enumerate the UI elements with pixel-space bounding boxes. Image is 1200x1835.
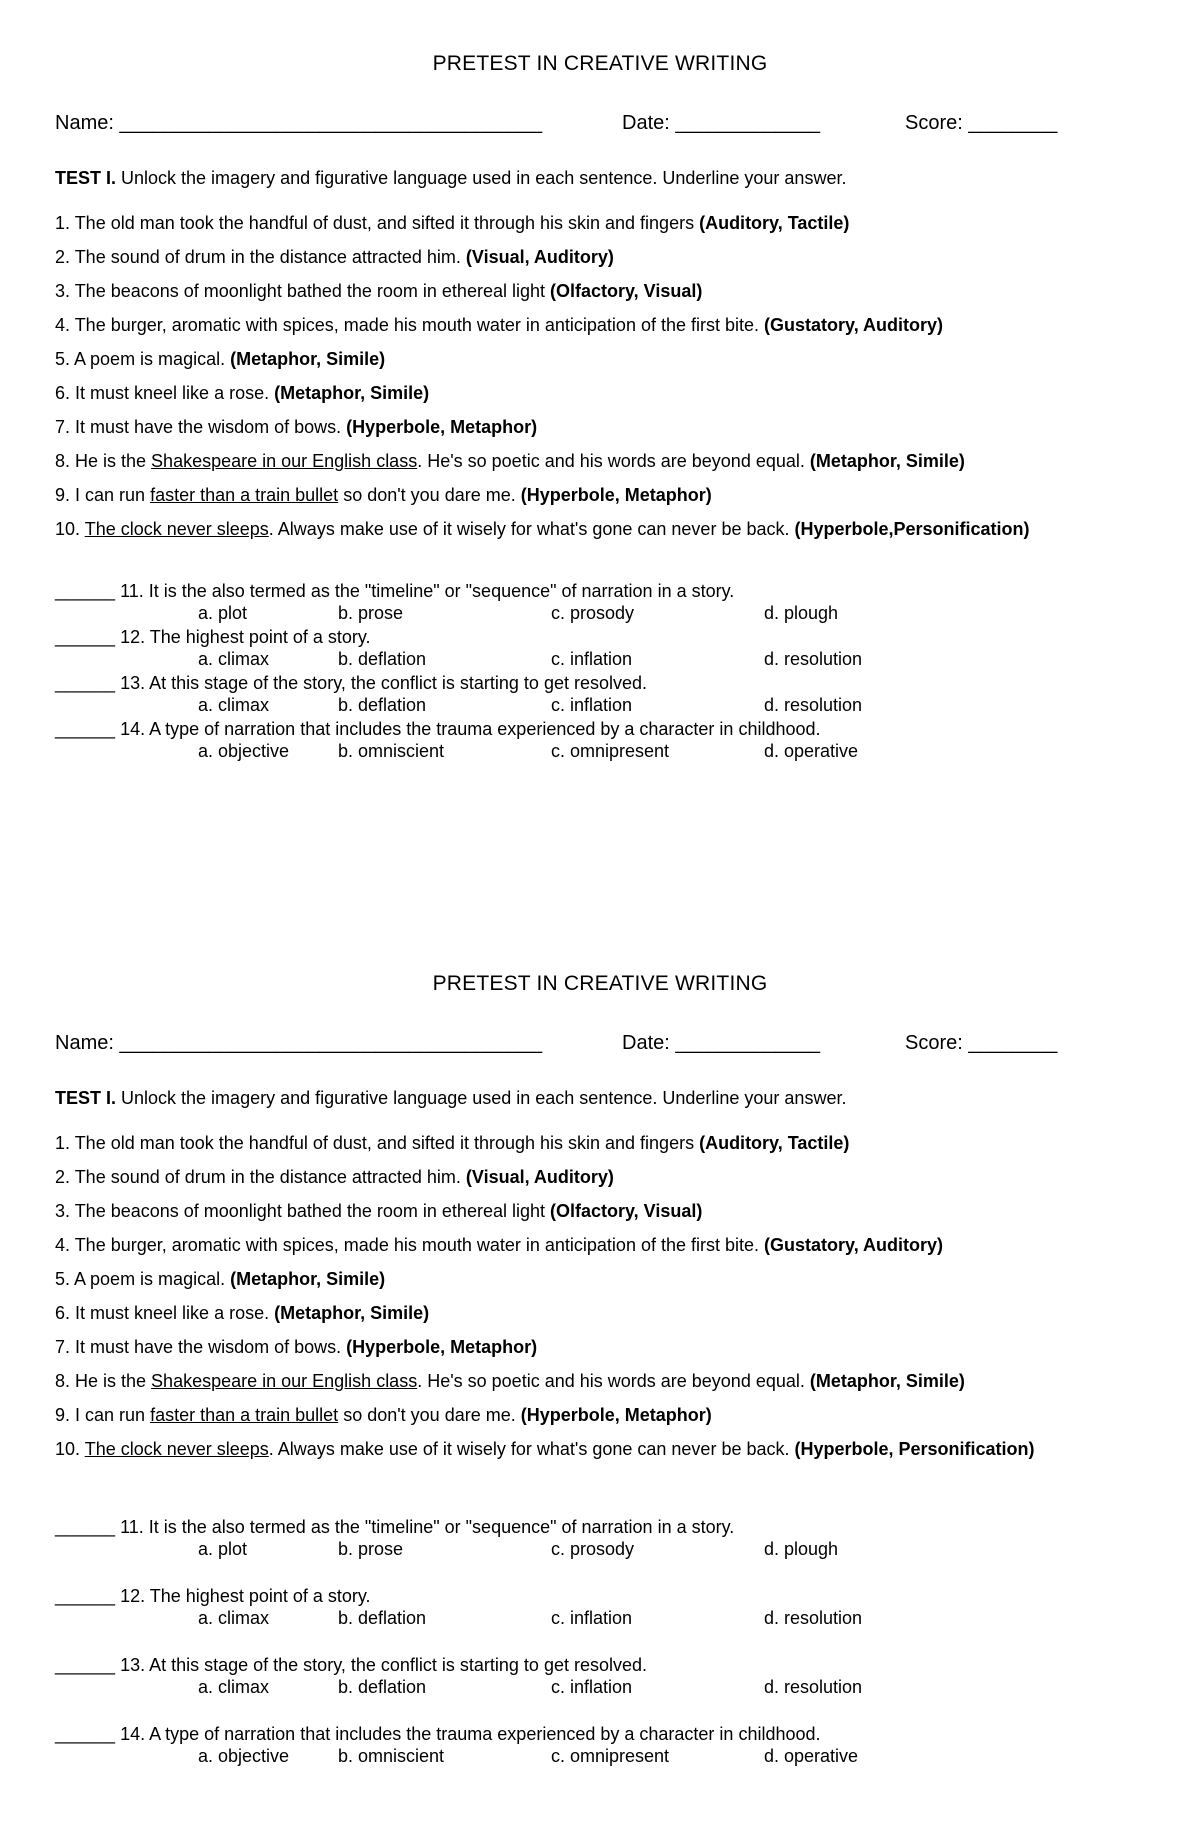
mcq-question [55,718,1155,763]
answer-choices[interactable]: (Metaphor, Simile) [230,349,386,369]
item-underlined-text: The clock never sleeps [84,1439,269,1459]
imagery-item [55,314,1175,348]
item-text: 6. It must kneel like a rose. [55,1303,275,1323]
imagery-item [55,1438,1175,1472]
test-label: TEST I. [55,168,117,188]
option-a[interactable]: a. climax [198,695,270,715]
item-text: 1. The old man took the handful of dust, and sifted it through his skin and fingers [55,213,700,233]
mcq-question-text[interactable]: ______ 14. A type of narration that includes the trauma experienced by a character in childhood. [55,1724,821,1744]
imagery-item [55,382,1175,416]
answer-choices[interactable]: (Auditory, Tactile) [699,213,850,233]
instructions [55,168,846,189]
answer-choices[interactable]: (Auditory, Tactile) [699,1133,850,1153]
mcq-question-text[interactable]: ______ 14. A type of narration that includes the trauma experienced by a character in childhood. [55,719,821,739]
imagery-item [55,1404,1175,1438]
imagery-item [55,1234,1175,1268]
option-a[interactable]: a. climax [198,1608,270,1628]
answer-choices[interactable]: (Metaphor, Simile) [230,1269,386,1289]
imagery-item [55,1200,1175,1234]
answer-choices[interactable]: (Hyperbole, Metaphor) [520,485,712,505]
imagery-item [55,518,1175,552]
option-d[interactable]: d. plough [764,603,839,623]
imagery-item [55,1166,1175,1200]
header-fields [55,1032,1155,1058]
answer-choices[interactable]: (Metaphor, Simile) [809,1371,965,1391]
item-underlined-text: Shakespeare in our English class [151,1371,418,1391]
test-label: TEST I. [55,1088,117,1108]
page-title: PRETEST IN CREATIVE WRITING [432,972,768,995]
item-underlined-text: faster than a train bullet [150,1405,339,1425]
imagery-items [55,212,1175,552]
option-c[interactable]: c. inflation [551,1677,633,1697]
mcq-question [55,626,1155,671]
item-text-continued: so don't you dare me. [338,485,521,505]
option-c[interactable]: c. inflation [551,1608,633,1628]
option-d[interactable]: d. resolution [764,1677,863,1697]
option-b[interactable]: b. prose [338,1539,404,1559]
item-underlined-text: faster than a train bullet [150,485,339,505]
mcq-question [55,580,1155,625]
option-b[interactable]: b. deflation [338,1677,427,1697]
option-d[interactable]: d. plough [764,1539,839,1559]
mcq-question [55,1516,1155,1561]
item-text: 5. A poem is magical. [55,1269,231,1289]
item-text: 3. The beacons of moonlight bathed the room in ethereal light [55,281,550,301]
option-d[interactable]: d. operative [764,741,859,761]
imagery-item [55,1336,1175,1370]
option-c[interactable]: c. omnipresent [551,1746,670,1766]
answer-choices[interactable]: (Gustatory, Auditory) [764,1235,944,1255]
option-a[interactable]: a. climax [198,1677,270,1697]
imagery-item [55,1302,1175,1336]
item-underlined-text: The clock never sleeps [84,519,269,539]
mcq-options [55,1607,1155,1630]
item-text: 2. The sound of drum in the distance attracted him. [55,247,466,267]
mcq-options [55,648,1155,671]
option-b[interactable]: b. deflation [338,1608,427,1628]
mcq-question-text[interactable]: ______ 13. At this stage of the story, the conflict is starting to get resolved. [55,1655,648,1675]
name-field[interactable]: Name: ______________________________________ [55,1032,543,1054]
date-field[interactable]: Date: _____________ [622,1032,820,1054]
mcq-options [55,1538,1155,1561]
mcq-options [55,694,1155,717]
option-d[interactable]: d. resolution [764,649,863,669]
item-text: 3. The beacons of moonlight bathed the room in ethereal light [55,1201,550,1221]
score-field[interactable]: Score: ________ [905,1032,1058,1054]
imagery-items [55,1132,1175,1472]
page-title: PRETEST IN CREATIVE WRITING [432,52,768,75]
option-b[interactable]: b. omniscient [338,741,445,761]
mcq-question-text[interactable]: ______ 11. It is the also termed as the "timeline" or "sequence" of narration in a story. [55,581,735,601]
imagery-item [55,246,1175,280]
option-c[interactable]: c. omnipresent [551,741,670,761]
answer-choices[interactable]: (Olfactory, Visual) [550,281,703,301]
option-b[interactable]: b. deflation [338,649,427,669]
instructions [55,1088,846,1109]
item-text-continued: . Always make use of it wisely for what's gone can never be back. [268,519,795,539]
answer-choices[interactable]: (Visual, Auditory) [465,1167,614,1187]
item-text: 1. The old man took the handful of dust, and sifted it through his skin and fingers [55,1133,700,1153]
mcq-question [55,1723,1155,1768]
item-text: 9. I can run [55,485,151,505]
answer-choices[interactable]: (Olfactory, Visual) [550,1201,703,1221]
option-a[interactable]: a. climax [198,649,270,669]
mcq-options [55,740,1155,763]
header-fields [55,112,1155,138]
mcq-question [55,1654,1155,1699]
imagery-item [55,450,1175,484]
imagery-item [55,212,1175,246]
item-text: 10. [55,1439,85,1459]
mcq-question-text[interactable]: ______ 12. The highest point of a story. [55,627,371,647]
imagery-item [55,1132,1175,1166]
option-b[interactable]: b. deflation [338,695,427,715]
answer-choices[interactable]: (Hyperbole, Metaphor) [346,1337,538,1357]
imagery-item [55,348,1175,382]
mcq-question-text[interactable]: ______ 13. At this stage of the story, the conflict is starting to get resolved. [55,673,648,693]
item-underlined-text: Shakespeare in our English class [151,451,418,471]
option-d[interactable]: d. resolution [764,695,863,715]
imagery-item [55,484,1175,518]
mcq-question-text[interactable]: ______ 12. The highest point of a story. [55,1586,371,1606]
item-text-continued: . He's so poetic and his words are beyond equal. [417,451,810,471]
option-c[interactable]: c. prosody [551,603,635,623]
option-d[interactable]: d. operative [764,1746,859,1766]
item-text: 5. A poem is magical. [55,349,231,369]
mcq-options [55,602,1155,625]
item-text: 7. It must have the wisdom of bows. [55,417,347,437]
option-c[interactable]: c. inflation [551,649,633,669]
mcq-options [55,1676,1155,1699]
item-text: 8. He is the [55,451,152,471]
option-a[interactable]: a. plot [198,1539,248,1559]
option-c[interactable]: c. inflation [551,695,633,715]
name-field[interactable]: Name: ______________________________________ [55,112,543,134]
answer-choices[interactable]: (Metaphor, Simile) [274,1303,430,1323]
answer-choices[interactable]: (Hyperbole, Metaphor) [520,1405,712,1425]
item-text: 6. It must kneel like a rose. [55,383,275,403]
mcq-question [55,672,1155,717]
answer-choices[interactable]: (Hyperbole, Personification) [794,1439,1035,1459]
option-a[interactable]: a. objective [198,1746,290,1766]
imagery-item [55,280,1175,314]
mcq-question-text[interactable]: ______ 11. It is the also termed as the "timeline" or "sequence" of narration in a story. [55,1517,735,1537]
instructions-text: Unlock the imagery and figurative language used in each sentence. Underline your answer. [116,168,847,188]
mcq-question [55,1585,1155,1630]
option-b[interactable]: b. prose [338,603,404,623]
imagery-item [55,1268,1175,1302]
answer-choices[interactable]: (Visual, Auditory) [465,247,614,267]
instructions-text: Unlock the imagery and figurative language used in each sentence. Underline your answer. [116,1088,847,1108]
item-text: 4. The burger, aromatic with spices, made his mouth water in anticipation of the first bite. [55,1235,765,1255]
item-text: 7. It must have the wisdom of bows. [55,1337,347,1357]
score-field[interactable]: Score: ________ [905,112,1058,134]
answer-choices[interactable]: (Hyperbole, Metaphor) [346,417,538,437]
option-a[interactable]: a. plot [198,603,248,623]
item-text: 9. I can run [55,1405,151,1425]
option-c[interactable]: c. prosody [551,1539,635,1559]
item-text-continued: so don't you dare me. [338,1405,521,1425]
imagery-item [55,416,1175,450]
option-d[interactable]: d. resolution [764,1608,863,1628]
item-text: 2. The sound of drum in the distance attracted him. [55,1167,466,1187]
mcq-options [55,1745,1155,1768]
item-text-continued: . Always make use of it wisely for what's gone can never be back. [268,1439,795,1459]
answer-choices[interactable]: (Hyperbole,Personification) [794,519,1030,539]
option-b[interactable]: b. omniscient [338,1746,445,1766]
answer-choices[interactable]: (Metaphor, Simile) [274,383,430,403]
item-text-continued: . He's so poetic and his words are beyond equal. [417,1371,810,1391]
answer-choices[interactable]: (Metaphor, Simile) [809,451,965,471]
date-field[interactable]: Date: _____________ [622,112,820,134]
item-text: 10. [55,519,85,539]
imagery-item [55,1370,1175,1404]
item-text: 8. He is the [55,1371,152,1391]
answer-choices[interactable]: (Gustatory, Auditory) [764,315,944,335]
item-text: 4. The burger, aromatic with spices, made his mouth water in anticipation of the first bite. [55,315,765,335]
option-a[interactable]: a. objective [198,741,290,761]
